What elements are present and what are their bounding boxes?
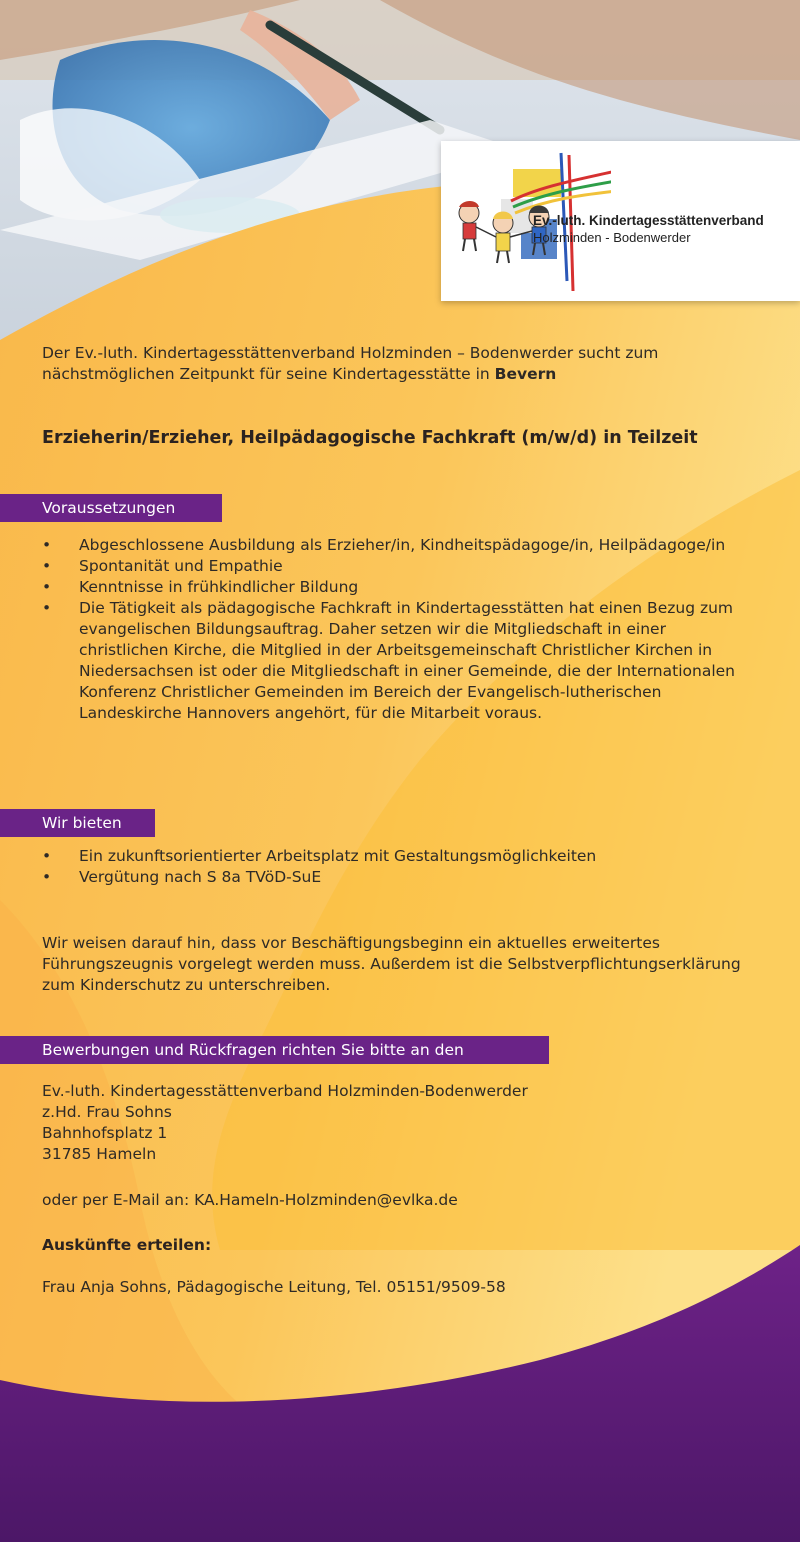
- email-prefix: oder per E-Mail an:: [42, 1191, 195, 1209]
- application-heading: Bewerbungen und Rückfragen richten Sie bitte an den: [0, 1036, 549, 1064]
- offer-heading: Wir bieten: [0, 809, 155, 837]
- postal-address: [42, 1081, 758, 1165]
- address-line: Ev.-luth. Kindertagesstättenverband Holzminden-Bodenwerder: [42, 1082, 528, 1100]
- address-line: 31785 Hameln: [42, 1145, 157, 1163]
- notice-paragraph: Wir weisen darauf hin, dass vor Beschäftigungsbeginn ein aktuelles erweitertes Führungszeugnis vorgelegt werden muss. Außerdem ist die Selbstverpflichtungserklärung zum Kinderschutz zu unterschreiben.: [42, 934, 741, 994]
- list-item: • Ein zukunftsorientierter Arbeitsplatz mit Gestaltungsmöglichkeiten: [42, 846, 758, 867]
- contact-person: Frau Anja Sohns, Pädagogische Leitung, Tel. 05151/9509-58: [42, 1278, 506, 1296]
- intro-paragraph: [42, 343, 758, 385]
- list-item: • Die Tätigkeit als pädagogische Fachkraft in Kindertagesstätten hat einen Bezug zum evangelischen Bildungsauftrag. Daher setzen wir die Mitgliedschaft in einer christlichen Kirche, die Mitglied in der Arbeitsgemeinschaft Christlicher Kirchen in Niedersachsen ist oder die Mitgliedschaft in einer Gemeinde, die der Internationalen Konferenz Christlicher Gemeinden im Bereich der Evangelisch-lutherischen Landeskirche Hannovers angehört, für die Mitarbeit voraus.: [42, 598, 758, 724]
- organization-logo: [441, 141, 800, 301]
- logo-organization-name: Ev.-luth. Kindertagesstättenverband: [533, 213, 764, 228]
- intro-location: Bevern: [494, 365, 557, 383]
- list-item: • Abgeschlossene Ausbildung als Erzieher/in, Kindheitspädagoge/in, Heilpädagoge/in: [42, 535, 758, 556]
- requirements-heading: Voraussetzungen: [0, 494, 222, 522]
- address-line: Bahnhofsplatz 1: [42, 1124, 168, 1142]
- requirements-list: [42, 535, 758, 724]
- address-line: z.Hd. Frau Sohns: [42, 1103, 172, 1121]
- email-address[interactable]: KA.Hameln-Holzminden@evlka.de: [194, 1191, 458, 1209]
- intro-text: Der Ev.-luth. Kindertagesstättenverband Holzminden – Bodenwerder sucht zum nächstmöglichen Zeitpunkt für seine Kindertagesstätte in: [42, 344, 659, 383]
- list-item: • Spontanität und Empathie: [42, 556, 758, 577]
- job-title: Erzieherin/Erzieher, Heilpädagogische Fachkraft (m/w/d) in Teilzeit: [42, 428, 698, 448]
- email-line: [42, 1190, 758, 1211]
- offer-list: [42, 846, 758, 888]
- list-item: • Vergütung nach S 8a TVöD-SuE: [42, 867, 758, 888]
- info-heading: Auskünfte erteilen:: [42, 1236, 212, 1254]
- list-item: • Kenntnisse in frühkindlicher Bildung: [42, 577, 758, 598]
- logo-organization-region: Holzminden - Bodenwerder: [533, 230, 691, 245]
